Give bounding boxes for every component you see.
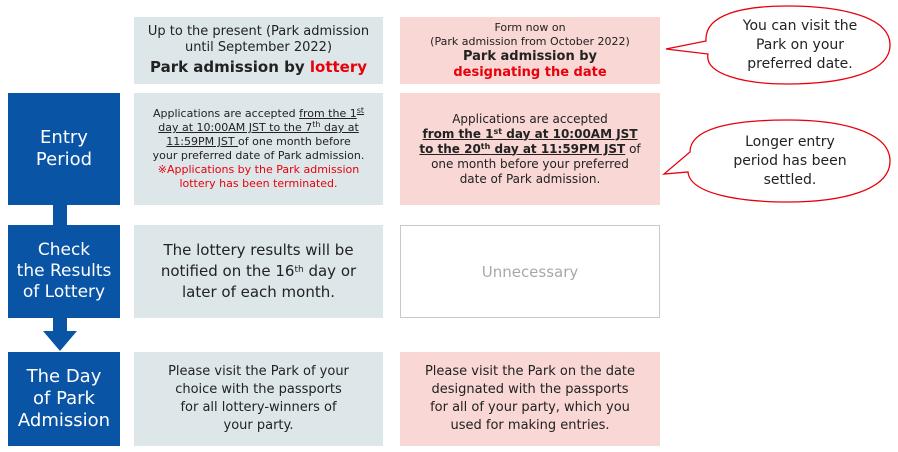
- unnecessary-label: Unnecessary: [481, 262, 579, 281]
- step-label-line: of Park: [33, 388, 95, 409]
- park-day-text-line: Please visit the Park of your: [168, 364, 349, 379]
- results-text-line: later of each month.: [181, 283, 336, 301]
- termination-note: lottery has been terminated.: [179, 177, 338, 190]
- step-label-park-day: [8, 352, 120, 446]
- header-title: Park admission by: [462, 48, 598, 64]
- callout-text: Longer entry period has been settled.: [733, 133, 847, 188]
- designated-entry-period-cell: [400, 93, 660, 205]
- header-title-highlight: lottery: [309, 57, 368, 76]
- down-arrow-icon: [43, 331, 77, 351]
- flow-connector: [53, 318, 67, 332]
- step-label-line: of Lottery: [22, 282, 106, 302]
- entry-text-line: Applications are accepted: [452, 111, 608, 126]
- header-subtitle: (Park admission from October 2022): [430, 34, 630, 48]
- header-subtitle: Up to the present (Park admission: [147, 23, 370, 39]
- entry-text-line: date of Park admission.: [459, 171, 601, 186]
- step-label-line: Check: [37, 240, 91, 260]
- flow-connector: [53, 205, 67, 225]
- lottery-results-cell: [134, 225, 383, 318]
- callout-top: [664, 4, 892, 86]
- step-label-check-results: [8, 225, 120, 318]
- results-text-line: The lottery results will be: [163, 241, 354, 259]
- entry-text-line: your preferred date of Park admission.: [152, 149, 365, 162]
- designated-results-cell: [400, 225, 660, 318]
- header-title-text: Park admission by: [149, 57, 310, 76]
- entry-text-line: from the 1st day at 10:00AM JST: [422, 126, 638, 141]
- header-title: [150, 56, 367, 78]
- park-day-text-line: for all lottery-winners of: [180, 400, 337, 415]
- step-label-entry-period: [8, 93, 120, 205]
- step-label-line: Entry: [40, 127, 88, 148]
- step-label-line: Admission: [17, 410, 111, 431]
- header-subtitle: Form now on: [494, 20, 566, 34]
- lottery-entry-period-cell: [134, 93, 383, 205]
- step-label-line: the Results: [16, 261, 112, 281]
- entry-text-line: one month before your preferred: [431, 156, 629, 171]
- header-subtitle: until September 2022): [184, 39, 333, 55]
- step-label-line: Period: [35, 149, 93, 170]
- park-day-text-line: for all of your party, which you: [430, 400, 630, 415]
- designated-column-header: [400, 17, 660, 84]
- entry-text-line: Applications are accepted from the 1st: [152, 106, 365, 120]
- callout-middle: [660, 118, 892, 204]
- entry-text-line: 11:59PM JST of one month before: [166, 135, 351, 148]
- step-label-line: The Day: [26, 366, 102, 387]
- lottery-column-header: [134, 17, 383, 84]
- lottery-park-day-cell: [134, 352, 383, 446]
- entry-text-line: day at 10:00AM JST to the 7th day at: [158, 120, 359, 134]
- header-title-highlight: designating the date: [453, 64, 607, 80]
- park-day-text-line: choice with the passports: [175, 382, 342, 397]
- callout-text: You can visit the Park on your preferred date.: [742, 17, 858, 72]
- results-text-line: notified on the 16th day or: [160, 262, 357, 280]
- termination-note: ※Applications by the Park admission: [157, 163, 360, 176]
- park-day-text-line: Please visit the Park on the date: [424, 364, 636, 379]
- entry-text-line: to the 20th day at 11:59PM JST of: [419, 141, 641, 156]
- park-day-text-line: used for making entries.: [450, 418, 610, 433]
- park-day-text-line: your party.: [223, 418, 294, 433]
- designated-park-day-cell: [400, 352, 660, 446]
- park-day-text-line: designated with the passports: [431, 382, 629, 397]
